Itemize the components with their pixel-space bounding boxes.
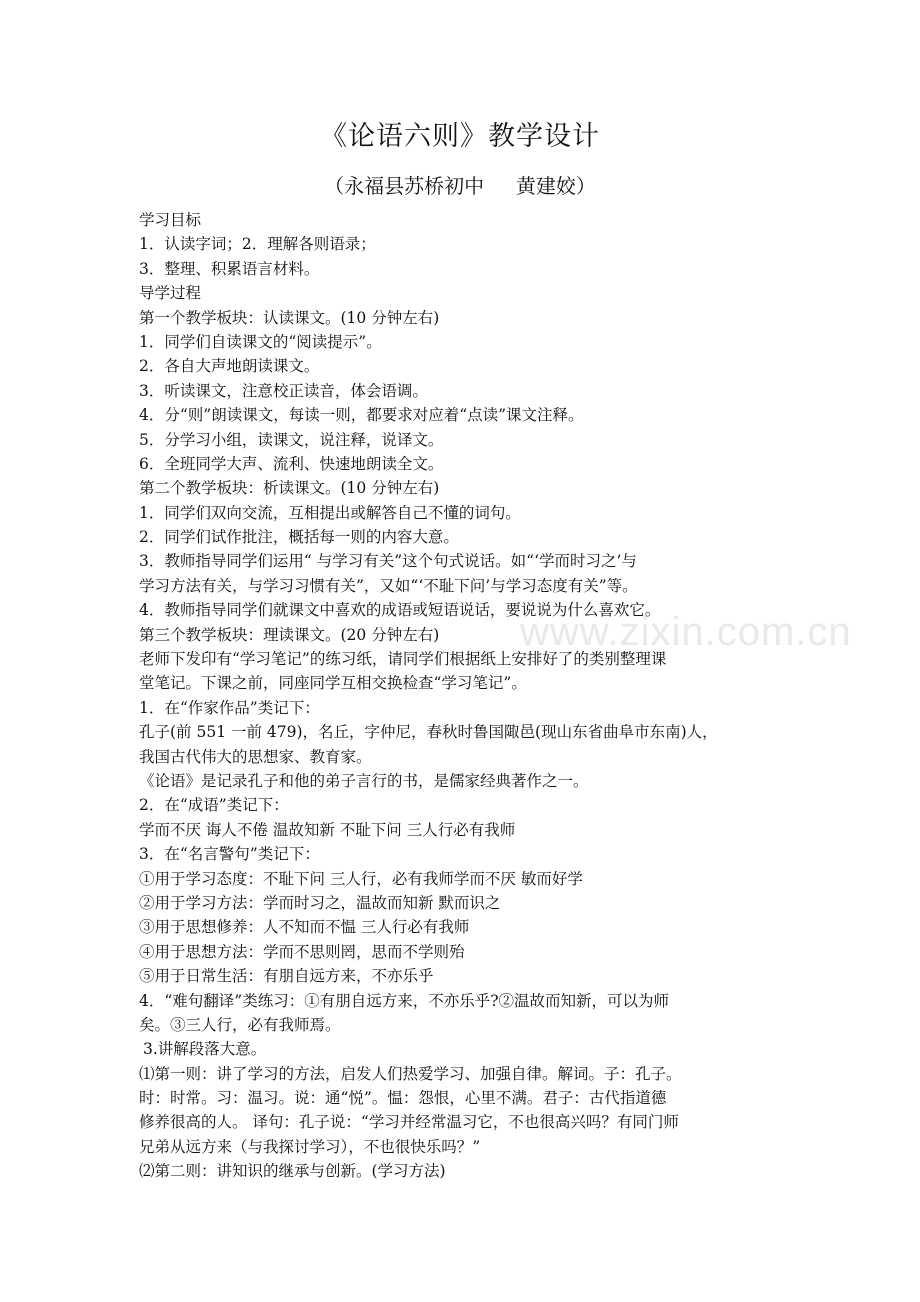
watermark: www.zixin.com.cn bbox=[520, 610, 852, 654]
body-line: 3.讲解段落大意。 bbox=[143, 1040, 267, 1059]
body-line: ①用于学习态度：不耻下问 三人行，必有我师学而不厌 敏而好学 bbox=[139, 869, 583, 888]
body-line: 堂笔记。下课之前，同座同学互相交换检查“学习笔记”。 bbox=[139, 674, 527, 693]
body-line: 《论语》是记录孔子和他的弟子言行的书，是儒家经典著作之一。 bbox=[139, 771, 589, 790]
document-subtitle: （永福县苏桥初中 黄建姣） bbox=[324, 174, 596, 198]
body-line: 5．分学习小组，读课文，说注释，说译文。 bbox=[139, 430, 444, 449]
body-line: 3．在“名言警句”类记下： bbox=[139, 845, 320, 864]
body-line: 3．整理、积累语言材料。 bbox=[139, 259, 320, 278]
body-line: 1．在“作家作品”类记下： bbox=[139, 698, 320, 717]
body-line: 修养很高的人。 译句：孔子说：“学习并经常温习它，不也很高兴吗？有同门师 bbox=[139, 1113, 679, 1132]
body-line: 矣。③三人行，必有我师焉。 bbox=[139, 1015, 341, 1034]
body-line: 导学过程 bbox=[139, 284, 202, 303]
document-body bbox=[139, 208, 799, 1184]
body-line: 第三个教学板块：理读课文。(20 分钟左右) bbox=[139, 625, 440, 644]
body-line: 学习目标 bbox=[139, 211, 202, 229]
body-line: 1．同学们自读课文的“阅读提示”。 bbox=[139, 332, 382, 351]
body-line: ④用于思想方法：学而不思则罔，思而不学则殆 bbox=[139, 942, 465, 961]
body-line: 我国古代伟大的思想家、教育家。 bbox=[139, 747, 372, 766]
body-line: 1．认读字词；2．理解各则语录； bbox=[139, 235, 376, 254]
body-line: ⑵第二则：讲知识的继承与创新。(学习方法) bbox=[139, 1162, 446, 1181]
body-line: 6．全班同学大声、流利、快速地朗读全文。 bbox=[139, 454, 444, 473]
body-line: 孔子(前 551 一前 479)，名丘，字仲尼，春秋时鲁国陬邑(现山东省曲阜市东南)人， bbox=[139, 723, 718, 742]
document-title: 《论语六则》教学设计 bbox=[320, 121, 600, 152]
body-line: 4．“难句翻译”类练习：①有朋自远方来，不亦乐乎?②温故而知新，可以为师 bbox=[139, 991, 670, 1010]
body-line: 第一个教学板块：认读课文。(10 分钟左右) bbox=[139, 308, 440, 327]
body-line: 学习方法有关，与学习习惯有关”，又如“‘不耻下问’与学习态度有关”等。 bbox=[139, 576, 638, 595]
body-line: 3．听读课文，注意校正读音，体会语调。 bbox=[139, 381, 428, 400]
body-line: 3．教师指导同学们运用“ 与学习有关”这个句式说话。如“‘学而时习之’与 bbox=[139, 552, 637, 571]
body-line: 时：时常。习：温习。说：通“悦”。愠：怨恨，心里不满。君子：古代指道德 bbox=[139, 1089, 667, 1108]
body-line: ⑤用于日常生活：有朋自远方来，不亦乐乎 bbox=[139, 967, 434, 986]
body-line: 4．教师指导同学们就课文中喜欢的成语或短语说话，要说说为什么喜欢它。 bbox=[139, 601, 661, 620]
body-line: ③用于思想修养：人不知而不愠 三人行必有我师 bbox=[139, 918, 470, 937]
body-line: ⑴第一则：讲了学习的方法，启发人们热爱学习、加强自律。解词。子：孔子。 bbox=[139, 1064, 682, 1083]
body-line: ②用于学习方法：学而时习之，温故而知新 默而识之 bbox=[139, 893, 501, 912]
body-line: 第二个教学板块：析读课文。(10 分钟左右) bbox=[139, 479, 440, 498]
body-line: 老师下发印有“学习笔记”的练习纸，请同学们根据纸上安排好了的类别整理课 bbox=[139, 650, 667, 669]
body-line: 兄弟从远方来（与我探讨学习），不也很快乐吗？” bbox=[139, 1137, 481, 1156]
body-line: 1．同学们双向交流，互相提出或解答自己不懂的词句。 bbox=[139, 503, 521, 522]
body-line: 2．在“成语”类记下： bbox=[139, 796, 289, 815]
body-line: 2．同学们试作批注，概括每一则的内容大意。 bbox=[139, 528, 459, 547]
body-line: 2．各自大声地朗读课文。 bbox=[139, 357, 320, 376]
body-line: 学而不厌 诲人不倦 温故知新 不耻下问 三人行必有我师 bbox=[139, 820, 516, 839]
body-line: 4．分“则”朗读课文，每读一则，都要求对应着“点读”课文注释。 bbox=[139, 406, 584, 425]
